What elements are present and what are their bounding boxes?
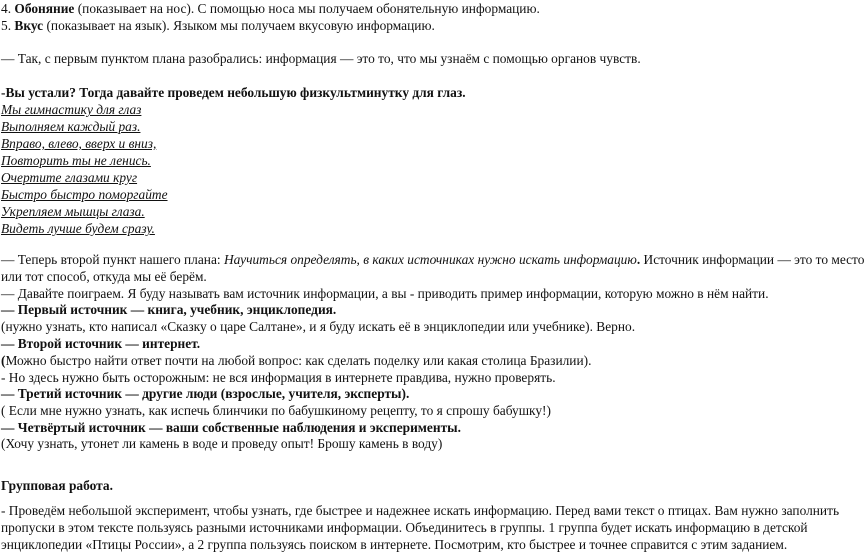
source-detail: (нужно узнать, кто написал «Сказку о царе Салтане», и я буду искать её в энциклопедии или учебнике). Верно.	[1, 319, 636, 334]
source-detail	[1, 352, 816, 369]
source-detail: (Хочу узнать, утонет ли камень в воде и проведу опыт! Брошу камень в воду)	[1, 436, 443, 451]
source-title-text: — Первый источник — книга, учебник, энциклопедия.	[1, 302, 337, 317]
group-text-line: пропуски в этом тексте пользуясь разными источниками информации. Объединитесь в группы. 1 группа будет искать информацию в детской	[1, 520, 808, 535]
group-text-line: энциклопедии «Птицы России», а 2 группа пользуясь поиском в интернете. Посмотрим, кто быстрее и точнее справится с этим заданием.	[1, 537, 788, 552]
list-item-smell	[1, 0, 816, 17]
source-title-text: — Третий источник — другие люди (взрослые, учителя, эксперты).	[1, 386, 410, 401]
poem-line: Повторить ты не ленись.	[1, 153, 151, 168]
list-number: 4.	[1, 1, 12, 16]
second-point-dot: .	[636, 252, 641, 267]
source-title-text: — Четвёртый источник — ваши собственные наблюдения и эксперименты.	[1, 420, 461, 435]
second-point-goal: Научиться определять, в каких источниках нужно искать информацию	[223, 252, 637, 267]
source-title	[1, 385, 816, 402]
exercise-intro-text: -Вы устали? Тогда давайте проведем небольшую физкультминутку для глаз.	[1, 85, 466, 100]
list-text: (показывает на нос). С помощью носа мы получаем обонятельную информацию.	[74, 1, 540, 16]
second-point-rest: Источник информации — это то место	[640, 252, 864, 267]
source-extra: - Но здесь нужно быть осторожным: не вся информация в интернете правдива, нужно проверять.	[1, 370, 556, 385]
source-title	[1, 335, 816, 352]
game-line: — Давайте поиграем. Я буду называть вам источник информации, а вы - приводить пример информации, которую можно в нём найти.	[1, 286, 769, 301]
source-detail-paren: (	[1, 353, 6, 368]
list-item-taste	[1, 17, 816, 34]
poem-line: Выполняем каждый раз.	[1, 119, 141, 134]
group-heading	[1, 477, 816, 494]
second-point-cont: или тот способ, откуда мы её берём.	[1, 269, 207, 284]
poem-line: Очертите глазами круг	[1, 170, 138, 185]
source-detail: ( Если мне нужно узнать, как испечь блинчики по бабушкиному рецепту, то я спрошу бабушку!)	[1, 403, 551, 418]
poem-line: Укрепляем мышцы глаза.	[1, 204, 145, 219]
list-term: Вкус	[14, 18, 44, 33]
summary-line: — Так, с первым пунктом плана разобрались: информация — это то, что мы узнаём с помощью органов чувств.	[1, 51, 641, 66]
poem-line: Видеть лучше будем сразу.	[1, 221, 155, 236]
list-term: Обоняние	[14, 1, 75, 16]
source-title	[1, 419, 816, 436]
second-point-prefix: — Теперь второй пункт нашего плана:	[1, 252, 224, 267]
group-heading-text: Групповая работа.	[1, 478, 113, 493]
list-number: 5.	[1, 18, 12, 33]
group-text-line: - Проведём небольшой эксперимент, чтобы узнать, где быстрее и надежнее искать информацию. Перед вами текст о птицах. Вам нужно заполнить	[1, 503, 840, 518]
source-title-text: — Второй источник — интернет.	[1, 336, 201, 351]
second-point-line	[1, 251, 864, 268]
exercise-intro	[1, 84, 816, 101]
poem-line: Быстро быстро поморгайте	[1, 187, 168, 202]
poem-line: Мы гимнастику для глаз	[1, 102, 142, 117]
list-text: (показывает на язык). Языком мы получаем вкусовую информацию.	[43, 18, 435, 33]
source-detail-text: Можно быстро найти ответ почти на любой вопрос: как сделать поделку или какая столица Бразилии).	[5, 353, 592, 368]
poem-line: Вправо, влево, вверх и вниз,	[1, 136, 157, 151]
source-title	[1, 301, 816, 318]
